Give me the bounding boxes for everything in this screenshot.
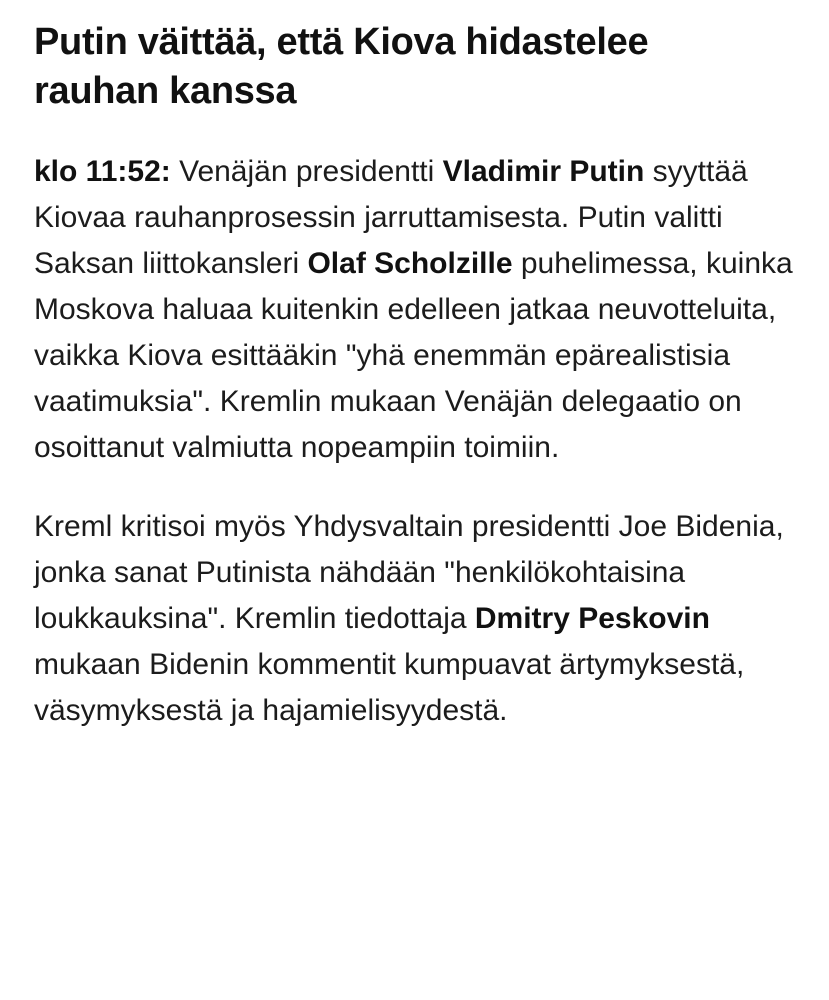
body-text: Kreml kritisoi myös Yhdysvaltain presidentti Joe Bidenia, jonka sanat Putinista nähdään "henkilökohtaisina loukkauksina". Kremlin tiedottaja: [34, 510, 784, 636]
body-text: syyttää Kiovaa rauhanprosessin jarruttamisesta. Putin valitti Saksan liittokansleri: [34, 155, 748, 281]
emphasized-text: Olaf Scholzille: [307, 247, 513, 281]
emphasized-text: Dmitry Peskovin: [474, 602, 710, 636]
emphasized-text: klo 11:52:: [34, 155, 171, 189]
paragraph-2: [34, 504, 794, 733]
paragraph-1: [34, 149, 794, 470]
body-text: Venäjän presidentti: [170, 155, 443, 189]
emphasized-text: Vladimir Putin: [442, 155, 645, 189]
body-text: puhelimessa, kuinka Moskova haluaa kuitenkin edelleen jatkaa neuvotteluita, vaikka Kiova esittääkin "yhä enemmän epärealistisia vaatimuksia". Kremlin mukaan Venäjän delegaatio on osoittanut valmiutta nopeampiin toimiin.: [34, 247, 793, 464]
page-title: Putin väittää, että Kiova hidastelee rauhan kanssa: [34, 21, 649, 112]
article-body: [34, 149, 795, 734]
body-text: mukaan Bidenin kommentit kumpuavat ärtymyksestä, väsymyksestä ja hajamielisyydestä.: [34, 648, 745, 728]
